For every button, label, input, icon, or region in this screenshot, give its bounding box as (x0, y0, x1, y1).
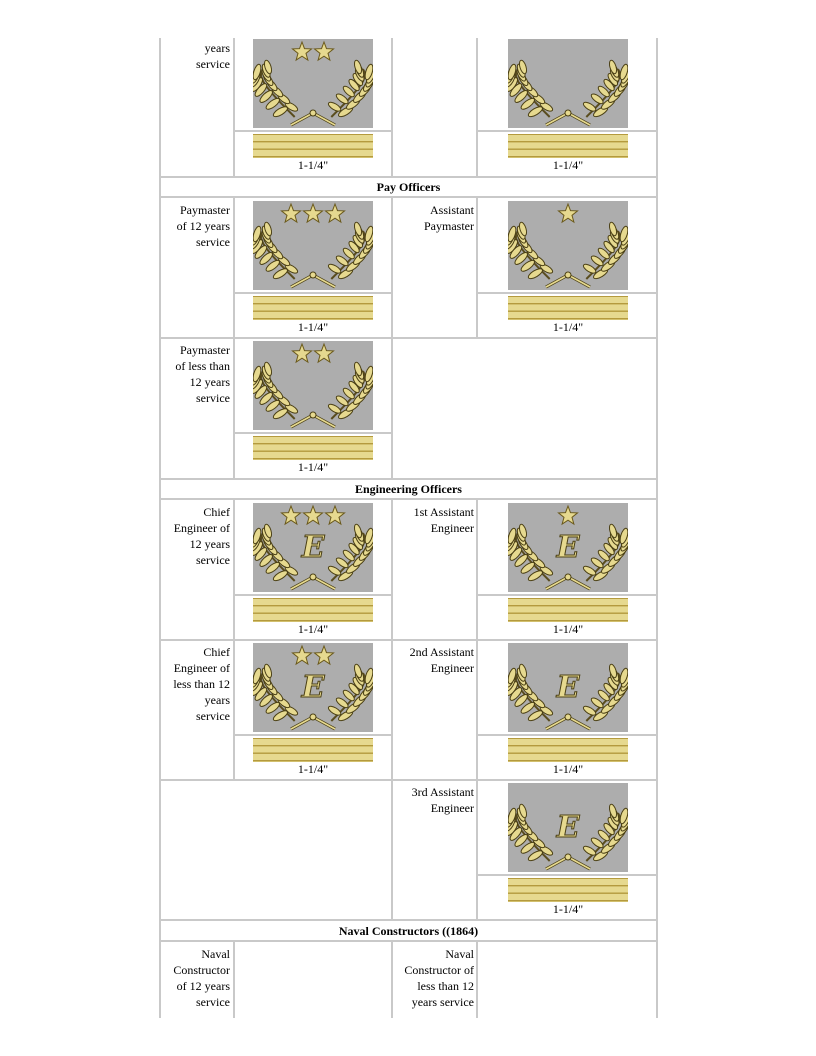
shoulder-insignia (508, 503, 628, 592)
wreath-knot (310, 412, 316, 418)
stripe-width-caption: 1-1/4" (297, 762, 329, 776)
rank-label: Assistant Paymaster (424, 203, 474, 233)
shoulder-insignia (253, 503, 373, 592)
star-icon (314, 42, 333, 60)
grid-line (391, 942, 393, 1018)
shoulder-insignia (253, 39, 373, 128)
grid-line (476, 942, 478, 1018)
stripe-width-caption: 1-1/4" (297, 158, 329, 172)
stripe-width-caption: 1-1/4" (552, 622, 584, 636)
star-icon (558, 204, 577, 222)
rank-label: 3rd Assistant Engineer (411, 785, 474, 815)
star-icon (292, 344, 311, 362)
grid-line (476, 874, 658, 876)
wreath-knot (565, 272, 571, 278)
engineer-e-icon: E (556, 530, 580, 565)
grid-line (233, 130, 391, 132)
sleeve-stripe (508, 878, 628, 902)
grid-line (233, 734, 391, 736)
laurel-branch (253, 221, 313, 287)
shoulder-insignia (508, 201, 628, 290)
shoulder-insignia (253, 341, 373, 430)
laurel-branch (313, 221, 373, 287)
star-icon (303, 506, 322, 524)
laurel-branch (508, 221, 568, 287)
star-icon (292, 42, 311, 60)
grid-line (233, 594, 391, 596)
section-header-naval-constructors: Naval Constructors ((1864) (338, 924, 479, 938)
shoulder-insignia (253, 643, 373, 732)
wreath-knot (310, 714, 316, 720)
grid-line (159, 337, 658, 339)
wreath-knot (565, 854, 571, 860)
star-icon (292, 646, 311, 664)
wreath-knot (565, 714, 571, 720)
shoulder-insignia (253, 201, 373, 290)
sleeve-stripe (253, 134, 373, 158)
laurel-branch (253, 59, 313, 125)
star-icon (325, 506, 344, 524)
engineer-e-icon: E (301, 530, 325, 565)
grid-line (233, 942, 235, 1018)
sleeve-stripe (253, 296, 373, 320)
engineer-e-icon: E (556, 810, 580, 845)
rank-label: Naval Constructor of 12 years service (173, 947, 230, 1009)
grid-line (391, 500, 393, 920)
star-icon (325, 204, 344, 222)
shoulder-insignia (508, 643, 628, 732)
grid-line (476, 38, 478, 178)
wreath-knot (310, 574, 316, 580)
grid-line (476, 130, 658, 132)
rank-label: 1st Assistant Engineer (413, 505, 474, 535)
laurel-branch (568, 221, 628, 287)
shoulder-insignia (508, 783, 628, 872)
stripe-width-caption: 1-1/4" (297, 320, 329, 334)
stripe-width-caption: 1-1/4" (552, 902, 584, 916)
grid-line (391, 38, 393, 178)
laurel-branch (568, 59, 628, 125)
star-icon (281, 506, 300, 524)
sleeve-stripe (253, 598, 373, 622)
rank-label: Chief Engineer of 12 years service (173, 505, 230, 567)
wreath-knot (310, 110, 316, 116)
grid-line (476, 198, 478, 338)
section-header-pay-officers: Pay Officers (376, 180, 441, 194)
sleeve-stripe (508, 598, 628, 622)
grid-line (233, 38, 235, 178)
rank-label: Chief Engineer of less than 12 years service (173, 645, 230, 723)
grid-line (476, 594, 658, 596)
grid-line (233, 432, 391, 434)
grid-line (476, 734, 658, 736)
laurel-branch (313, 361, 373, 427)
stripe-width-caption: 1-1/4" (552, 320, 584, 334)
rank-label: Paymaster of 12 years service (176, 203, 230, 249)
wreath-knot (565, 110, 571, 116)
stripe-width-caption: 1-1/4" (552, 762, 584, 776)
section-header-engineering-officers: Engineering Officers (355, 482, 462, 496)
star-icon (281, 204, 300, 222)
laurel-branch (508, 59, 568, 125)
engineer-e-icon: E (556, 670, 580, 705)
wreath-knot (310, 272, 316, 278)
grid-line (159, 779, 658, 781)
stripe-width-caption: 1-1/4" (297, 460, 329, 474)
star-icon (314, 344, 333, 362)
rank-label: 2nd Assistant Engineer (409, 645, 474, 675)
stripe-width-caption: 1-1/4" (297, 622, 329, 636)
grid-line (476, 292, 658, 294)
rank-label: Paymaster of less than 12 years service (175, 343, 230, 405)
grid-line (159, 639, 658, 641)
sleeve-stripe (253, 436, 373, 460)
sleeve-stripe (508, 738, 628, 762)
rank-label: Naval Constructor of less than 12 years service (404, 947, 474, 1009)
sleeve-stripe (253, 738, 373, 762)
sleeve-stripe (508, 134, 628, 158)
grid-line (233, 292, 391, 294)
stripe-width-caption: 1-1/4" (552, 158, 584, 172)
sleeve-stripe (508, 296, 628, 320)
rank-label: years service (196, 41, 230, 71)
shoulder-insignia (508, 39, 628, 128)
engineer-e-icon: E (301, 670, 325, 705)
wreath-knot (565, 574, 571, 580)
laurel-branch (253, 361, 313, 427)
star-icon (314, 646, 333, 664)
grid-line (476, 500, 478, 920)
star-icon (558, 506, 577, 524)
laurel-branch (313, 59, 373, 125)
star-icon (303, 204, 322, 222)
